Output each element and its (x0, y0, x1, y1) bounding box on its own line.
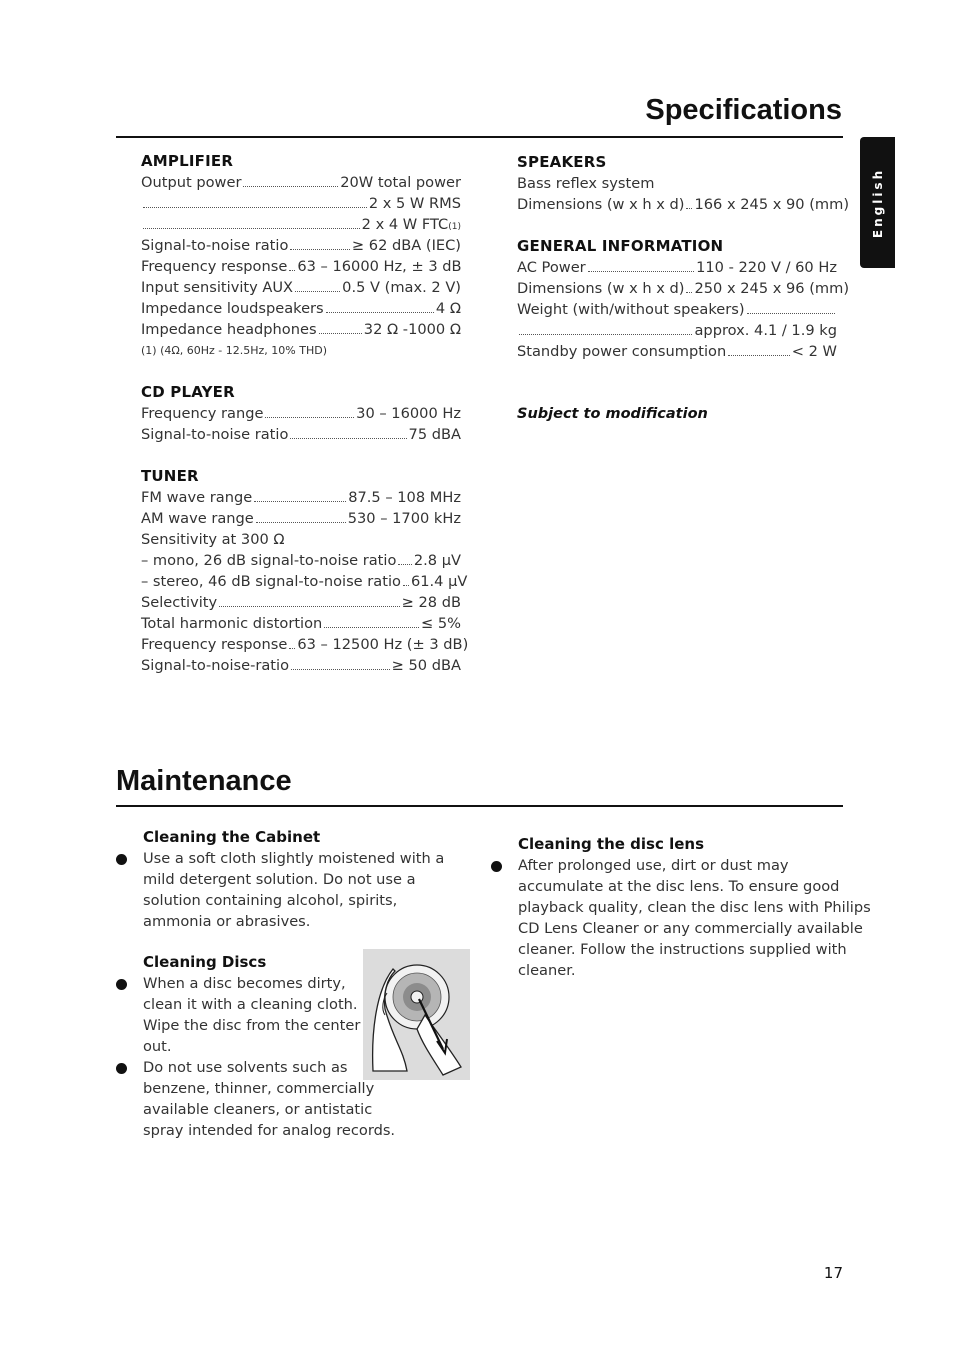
spec-row (141, 655, 461, 676)
maintenance-rule (116, 805, 843, 807)
bullet-line: accumulate at the disc lens. To ensure good (518, 878, 840, 895)
spec-row (517, 320, 837, 341)
dot-leader (290, 249, 350, 250)
spec-row (141, 298, 461, 319)
spec-row (141, 634, 469, 655)
spec-value: 61.4 µV (410, 573, 468, 590)
spec-right-column (517, 152, 850, 425)
bullet-line: Wipe the disc from the center (143, 1017, 361, 1034)
bullet-line: spray intended for analog records. (143, 1122, 396, 1139)
spec-row (141, 172, 461, 193)
lens-bullet (518, 855, 871, 981)
spec-row (141, 403, 461, 424)
spec-label: AM wave range (141, 510, 254, 527)
tuner-heading: TUNER (141, 467, 199, 485)
cleaning-lens-heading: Cleaning the disc lens (518, 835, 704, 853)
spec-row (517, 257, 837, 278)
spec-label: Input sensitivity AUX (141, 279, 294, 296)
spec-label: Signal-to-noise ratio (141, 237, 289, 254)
disc-cleaning-illustration (363, 949, 470, 1080)
dot-leader (326, 312, 434, 313)
bullet-line: CD Lens Cleaner or any commercially available (518, 920, 863, 937)
spec-value: 166 x 245 x 90 (mm) (694, 196, 850, 213)
bullet-line: When a disc becomes dirty, (143, 975, 346, 992)
maintenance-title: Maintenance (116, 765, 292, 797)
spec-label: Signal-to-noise-ratio (141, 657, 290, 674)
amplifier-heading: AMPLIFIER (141, 152, 234, 170)
spec-row (141, 508, 461, 529)
dot-leader (256, 522, 346, 523)
spec-value: 75 dBA (408, 426, 461, 443)
dot-leader (728, 355, 790, 356)
spec-value: ≤ 5% (420, 615, 461, 632)
spec-row (141, 214, 461, 235)
bass-reflex-line: Bass reflex system (517, 175, 655, 192)
spec-label: Dimensions (w x h x d) (517, 280, 685, 297)
dot-leader (686, 208, 692, 209)
spec-row (517, 194, 850, 215)
spec-row (517, 341, 837, 362)
bullet-line: After prolonged use, dirt or dust may (518, 857, 789, 874)
spec-value: 87.5 – 108 MHz (348, 489, 461, 506)
language-tab-label: English (870, 167, 885, 238)
spec-value: ≥ 28 dB (401, 594, 461, 611)
language-tab (860, 137, 895, 268)
dot-leader (289, 648, 295, 649)
spec-row (141, 277, 461, 298)
spec-value: 2.8 µV (413, 552, 461, 569)
spec-label: Output power (141, 174, 242, 191)
spec-left-column (141, 151, 469, 676)
bullet-line: playback quality, clean the disc lens with Philips (518, 899, 871, 916)
bullet-icon (116, 979, 127, 990)
cleaning-discs-heading: Cleaning Discs (143, 953, 267, 971)
bullet-line: clean it with a cleaning cloth. (143, 996, 358, 1013)
spec-value: 530 – 1700 kHz (347, 510, 461, 527)
bullet-line: benzene, thinner, commercially (143, 1080, 375, 1097)
spec-label: Impedance loudspeakers (141, 300, 324, 317)
dot-leader (143, 207, 367, 208)
spec-value: 110 - 220 V / 60 Hz (696, 259, 837, 276)
dot-leader (398, 564, 411, 565)
spec-row (141, 613, 461, 634)
spec-value: 2 x 4 W FTC (361, 216, 449, 233)
bullet-line: out. (143, 1038, 172, 1055)
spec-value: 32 Ω -1000 Ω (363, 321, 461, 338)
dot-leader (265, 417, 354, 418)
speakers-heading: SPEAKERS (517, 153, 607, 171)
spec-value: 4 Ω (435, 300, 461, 317)
dot-leader (324, 627, 419, 628)
dot-leader (588, 271, 694, 272)
spec-label: Dimensions (w x h x d) (517, 196, 685, 213)
spec-label: Weight (with/without speakers) (517, 301, 745, 318)
spec-label: Total harmonic distortion (141, 615, 323, 632)
dot-leader (254, 501, 346, 502)
page-number: 17 (823, 1264, 843, 1282)
spec-value: 20W total power (340, 174, 461, 191)
spec-label: Frequency response (141, 258, 288, 275)
amplifier-footnote: (1) (4Ω, 60Hz - 12.5Hz, 10% THD) (141, 344, 328, 357)
spec-value: 63 – 16000 Hz, ± 3 dB (297, 258, 462, 275)
spec-value: ≥ 62 dBA (IEC) (351, 237, 461, 254)
dot-leader (519, 334, 692, 335)
disc-cleaning-drawing (363, 949, 470, 1080)
spec-value: approx. 4.1 / 1.9 kg (694, 322, 837, 339)
spec-label: Impedance headphones (141, 321, 317, 338)
title-rule (116, 136, 843, 138)
dot-leader (295, 291, 340, 292)
spec-label: Frequency range (141, 405, 264, 422)
spec-label: Selectivity (141, 594, 218, 611)
bullet-icon (116, 854, 127, 865)
bullet-line: cleaner. Follow the instructions supplied with (518, 941, 847, 958)
spec-row (141, 256, 461, 277)
specifications-title: Specifications (645, 94, 842, 126)
spec-label: – stereo, 46 dB signal-to-noise ratio (141, 573, 401, 590)
spec-value: 0.5 V (max. 2 V) (342, 279, 461, 296)
sensitivity-line: Sensitivity at 300 Ω (141, 531, 285, 548)
bullet-line: cleaner. (518, 962, 576, 979)
cleaning-cabinet-heading: Cleaning the Cabinet (143, 828, 321, 846)
bullet-icon (491, 861, 502, 872)
spec-value: < 2 W (791, 343, 837, 360)
dot-leader (291, 669, 390, 670)
bullet-icon (116, 1063, 127, 1074)
spec-label: AC Power (517, 259, 586, 276)
dot-leader (747, 313, 835, 314)
spec-value: 250 x 245 x 96 (mm) (694, 280, 850, 297)
spec-label: FM wave range (141, 489, 253, 506)
bullet-text: Use a soft cloth slightly moistened with a mild detergent solution. Do not use a solution containing alcohol, spirits, ammonia or abrasives. (143, 850, 445, 930)
spec-row (141, 550, 461, 571)
cd-player-heading: CD PLAYER (141, 383, 235, 401)
dot-leader (319, 333, 362, 334)
spec-row (141, 571, 468, 592)
spec-row (517, 278, 850, 299)
dot-leader (403, 585, 409, 586)
spec-label: – mono, 26 dB signal-to-noise ratio (141, 552, 397, 569)
spec-row (141, 193, 461, 214)
spec-value: 63 – 12500 Hz (± 3 dB) (297, 636, 469, 653)
spec-row (141, 424, 461, 445)
maintenance-right-column (518, 834, 871, 981)
modification-note: Subject to modification (517, 406, 708, 422)
footnote-mark: (1) (448, 222, 461, 232)
spec-label: Standby power consumption (517, 343, 727, 360)
spec-label: Signal-to-noise ratio (141, 426, 289, 443)
dot-leader (219, 606, 400, 607)
dot-leader (289, 270, 295, 271)
spec-row (141, 592, 461, 613)
cabinet-bullet (143, 848, 461, 932)
bullet-line: Do not use solvents such as (143, 1059, 348, 1076)
dot-leader (290, 438, 406, 439)
spec-label: Frequency response (141, 636, 288, 653)
spec-row (141, 487, 461, 508)
spec-value: ≥ 50 dBA (391, 657, 461, 674)
spec-row (141, 319, 461, 340)
spec-row (141, 235, 461, 256)
bullet-line: available cleaners, or antistatic (143, 1101, 373, 1118)
dot-leader (686, 292, 692, 293)
general-info-heading: GENERAL INFORMATION (517, 237, 724, 255)
dot-leader (243, 186, 338, 187)
spec-value: 30 – 16000 Hz (356, 405, 461, 422)
spec-value: 2 x 5 W RMS (368, 195, 461, 212)
spec-row (517, 299, 837, 320)
dot-leader (143, 228, 360, 229)
